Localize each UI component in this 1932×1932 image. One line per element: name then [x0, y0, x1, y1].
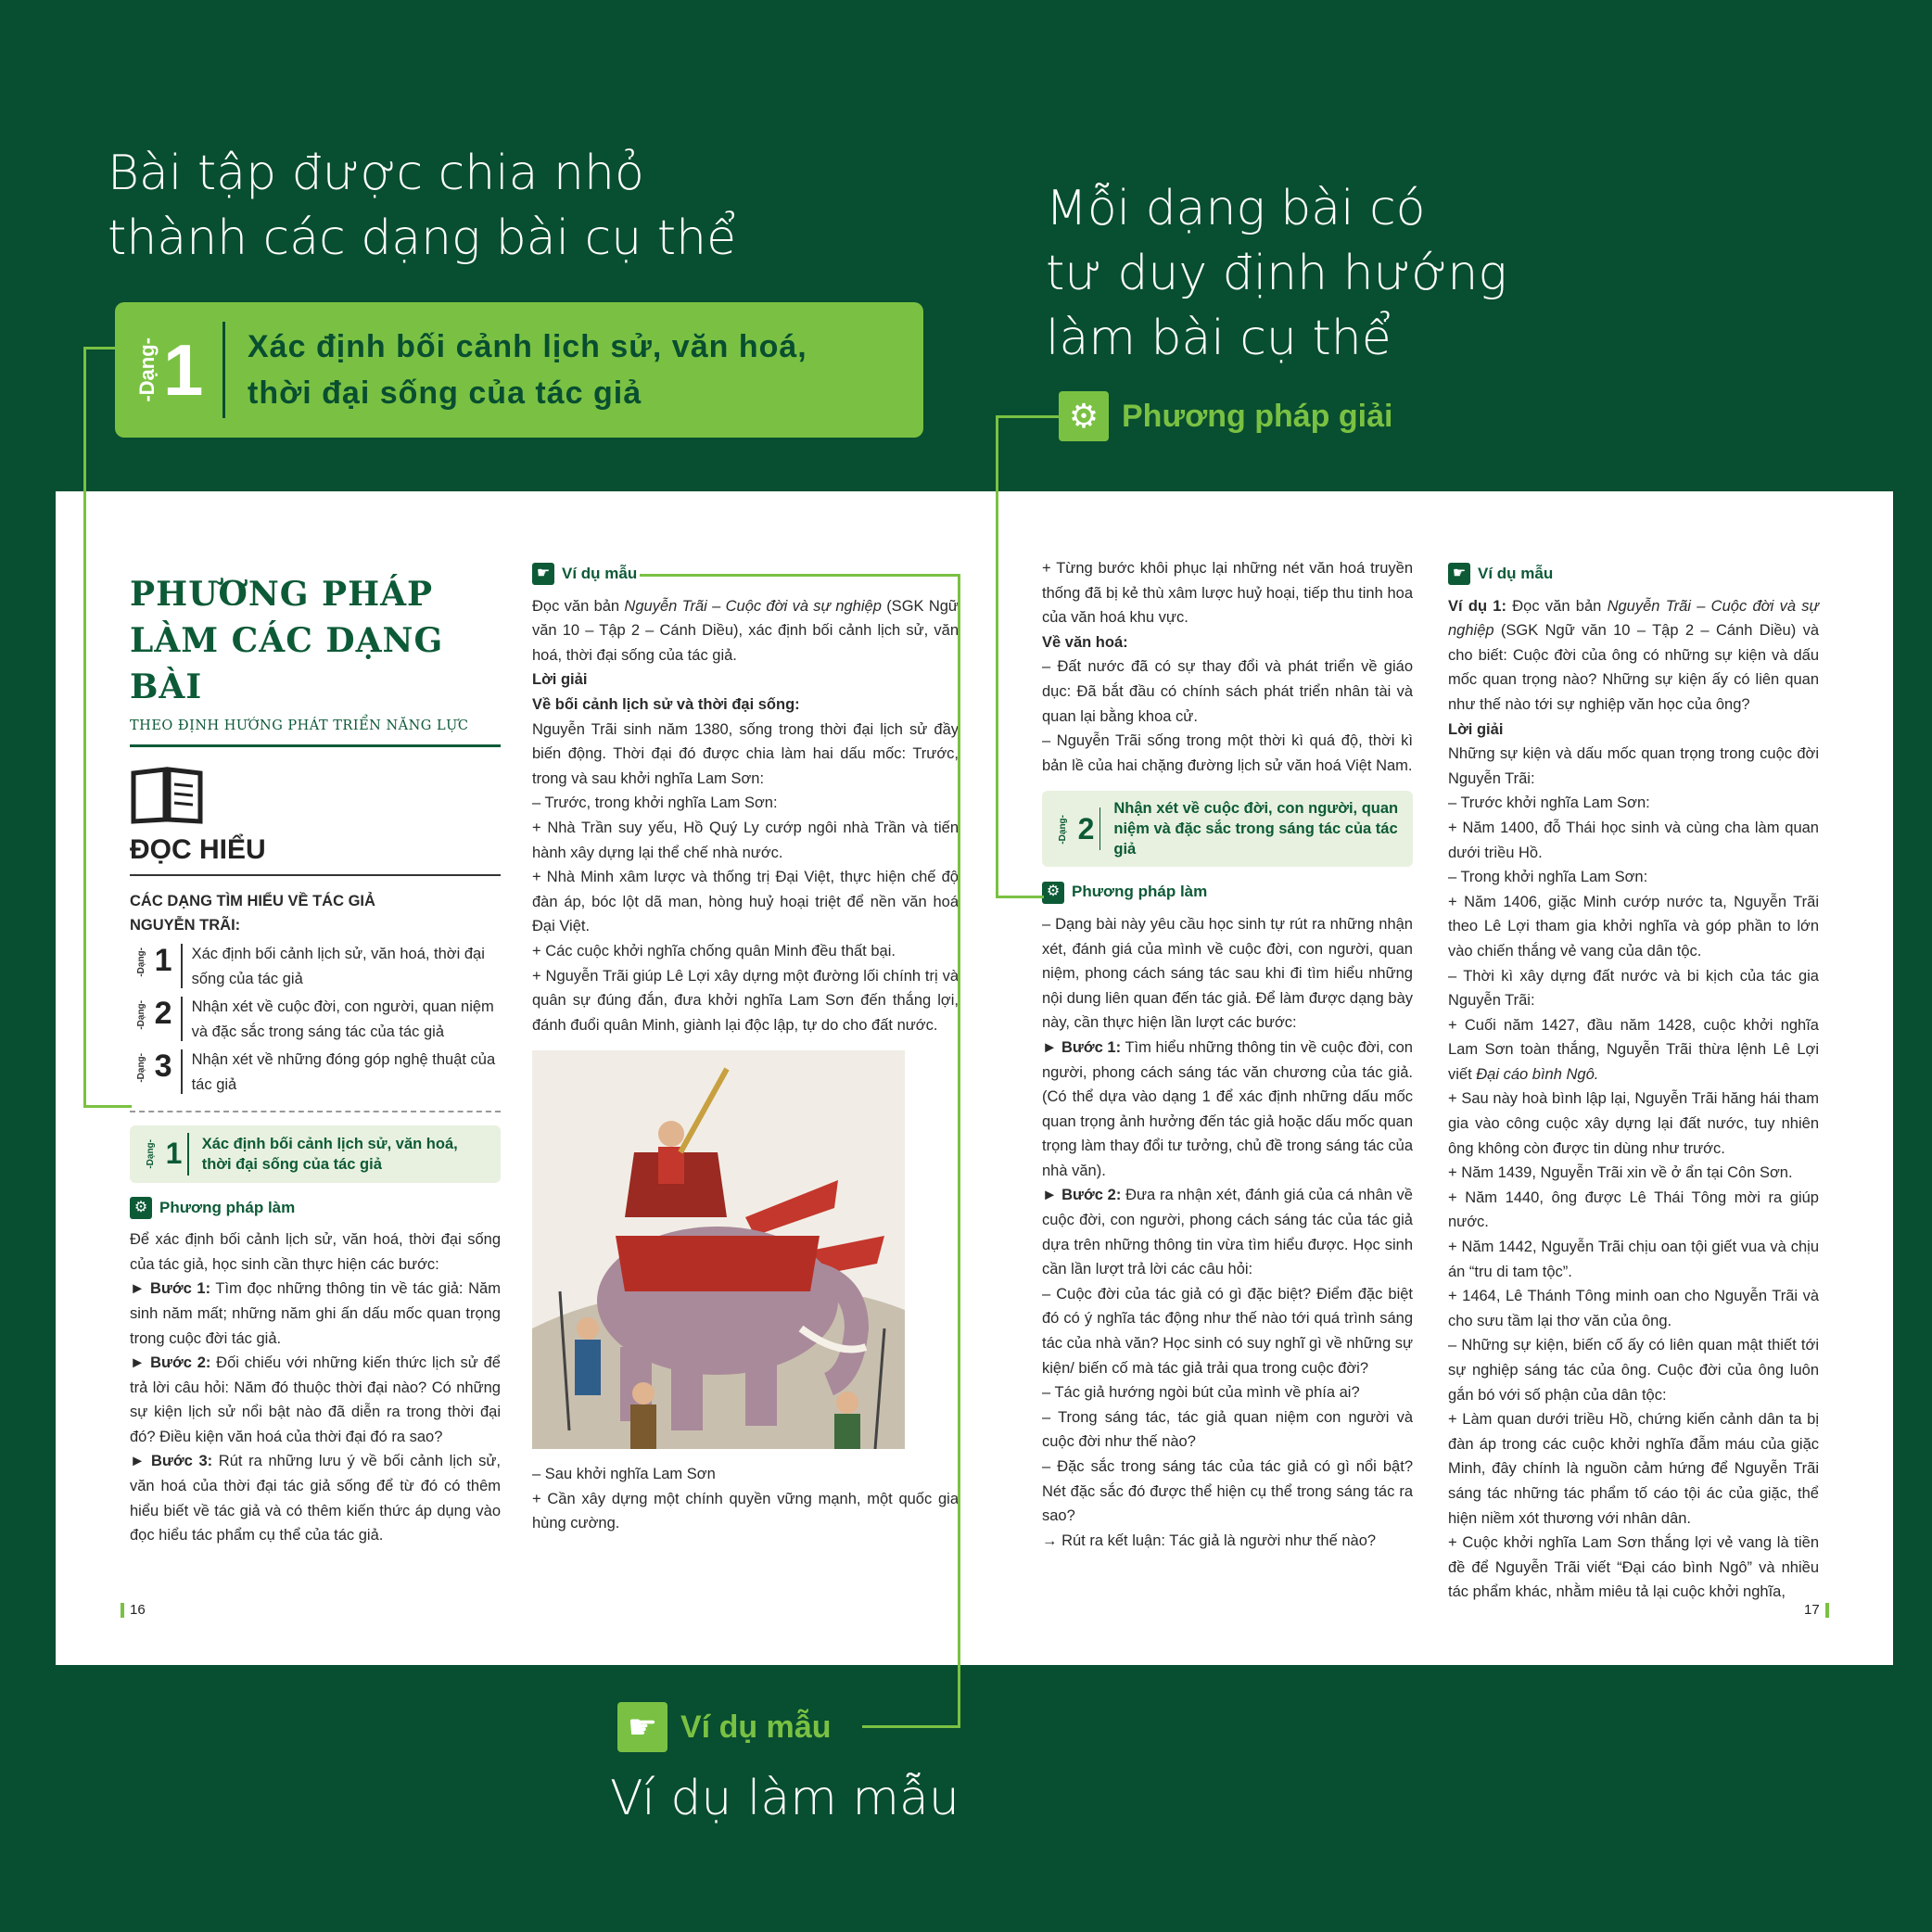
- paragraph: – Nguyễn Trãi sống trong một thời kì quá độ, thời kì bản lề của hai chặng đường lịch sử văn hoá Việt Nam.: [1042, 732, 1413, 774]
- right-page-column-3: [1042, 556, 1413, 1553]
- connector-line: [83, 347, 86, 1107]
- step-text: Tìm đọc những thông tin về tác giả: Năm sinh năm mất; những năm ghi ấn dấu mốc quan trọng trong cuộc đời tác giả.: [130, 1280, 501, 1347]
- page-number-right: [1804, 1602, 1829, 1618]
- paragraph: – Cuộc đời của tác giả có gì đặc biệt? Điểm đặc biệt đó có ý nghĩa tác động như thế nào tới quá trình sáng tác của nhà văn? Học sinh có suy nghĩ gì về những sự kiện/ biến cố mà tác giả trải qua trong cuộc đời?: [1042, 1285, 1413, 1377]
- page-number-left: [121, 1602, 146, 1618]
- divider: [187, 1133, 188, 1176]
- step-label: ► Bước 1:: [1042, 1038, 1122, 1056]
- paragraph: – Trong sáng tác, tác giả quan niệm con người và cuộc đời như thế nào?: [1042, 1408, 1413, 1451]
- connector-line: [640, 574, 960, 577]
- right-page-column-4: [1448, 562, 1819, 1605]
- paragraph: – Thời kì xây dựng đất nước và bi kịch của tác gia Nguyễn Trãi:: [1448, 967, 1819, 1010]
- dang-text: Xác định bối cảnh lịch sử, văn hoá, thời đại sống của tác giả: [201, 1135, 458, 1173]
- paragraph: – Trong khởi nghĩa Lam Sơn:: [1448, 869, 1648, 886]
- dang-number: 1: [163, 328, 204, 411]
- pointing-hand-icon: ☛: [532, 563, 554, 585]
- step-paragraph: [130, 1449, 501, 1547]
- step-paragraph: [1042, 1183, 1413, 1281]
- paragraph: + Năm 1440, ông được Lê Thái Tông mời ra giúp nước.: [1448, 1188, 1819, 1231]
- gear-icon: ⚙: [130, 1197, 152, 1219]
- book-spread: [56, 491, 1893, 1665]
- connector-line: [996, 415, 998, 897]
- text: + Cuối năm 1427, đầu năm 1428, cuộc khởi nghĩa Lam Sơn toàn thắng, Nguyễn Trãi thừa lệnh Lê Lợi viết: [1448, 1016, 1819, 1083]
- paragraph: [1448, 1013, 1819, 1087]
- gear-icon: ⚙: [1059, 391, 1109, 441]
- connector-line: [996, 415, 1059, 418]
- dang-label: -Dạng-: [136, 1053, 146, 1084]
- step-text: Đối chiếu với những kiến thức lịch sử để trả lời câu hỏi: Năm đó thuộc thời đại nào? Có những sự kiện lịch sử nổi bật nào đã diễn ra trong thời đại đó? Điều kiện văn hoá của thời đại đó ra sao?: [130, 1354, 501, 1445]
- divider: [181, 1049, 183, 1094]
- paragraph: → Rút ra kết luận: Tác giả là người như thế nào?: [1042, 1532, 1377, 1549]
- example-heading-text: Ví dụ mẫu: [562, 565, 638, 582]
- step-text: Rút ra những lưu ý về bối cảnh lịch sử, văn hoá của thời đại tác giả sống để từ đó có thêm hiểu biết về tác giả và có thêm kiến thức áp dụng vào đọc hiểu tác phẩm cụ thể của tác giả.: [130, 1453, 501, 1544]
- list-heading-line: CÁC DẠNG TÌM HIỂU VỀ TÁC GIẢ: [130, 892, 375, 909]
- connector-line: [996, 896, 1044, 898]
- callout-line: Mỗi dạng bài có: [1046, 181, 1426, 236]
- callout-line: thành các dạng bài cụ thể: [108, 210, 737, 266]
- paragraph: Những sự kiện và dấu mốc quan trọng trong cuộc đời Nguyễn Trãi:: [1448, 745, 1819, 787]
- callout-line: Ví dụ làm mẫu: [610, 1771, 960, 1826]
- paragraph: + 1464, Lê Thánh Tông minh oan cho Nguyễn Trãi và cho sưu tầm lại thơ văn của ông.: [1448, 1288, 1819, 1329]
- paragraph: + Cuộc khởi nghĩa Lam Sơn thắng lợi vẻ vang là tiền đề để Nguyễn Trãi viết “Đại cáo bình Ngô” và nhiều tác phẩm khác, nhằm miêu tả lại cuộc khởi nghĩa,: [1448, 1534, 1819, 1601]
- list-heading-line: NGUYỄN TRÃI:: [130, 917, 241, 934]
- callout-line: Bài tập được chia nhỏ: [108, 146, 644, 201]
- page-number-bar: [121, 1603, 124, 1618]
- step-label: ► Bước 2:: [130, 1354, 211, 1372]
- divider: [222, 322, 225, 418]
- dang-number: 2: [1077, 812, 1095, 846]
- pointing-hand-icon: ☛: [617, 1702, 667, 1752]
- paragraph: + Làm quan dưới triều Hồ, chứng kiến cảnh dân ta bị đàn áp trong các cuộc khởi nghĩa đẫm máu của giặc Minh, đây chính là nguồn cảm hứng để Nguyễn Trãi sáng tác những tác phẩm tố cáo tội ác của giặc, thể hiện niềm xót thương với nhân dân.: [1448, 1411, 1819, 1527]
- text: Đọc văn bản: [532, 597, 625, 615]
- divider: [1099, 807, 1100, 850]
- title-line: PHƯƠNG PHÁP: [130, 575, 434, 614]
- text: (SGK Ngữ văn 10 – Tập 2 – Cánh Diều), xác định bối cảnh lịch sử, văn hoá, thời đại sống của tác giả.: [532, 597, 959, 664]
- example-heading-text: Ví dụ mẫu: [1478, 565, 1554, 582]
- list-item: [130, 995, 501, 1044]
- step-label: ► Bước 1:: [130, 1280, 211, 1298]
- paragraph: + Cần xây dựng một chính quyền vững mạnh, một quốc gia hùng cường.: [532, 1490, 959, 1532]
- page-number-text: 16: [130, 1602, 146, 1618]
- paragraph: + Nguyễn Trãi giúp Lê Lợi xây dựng một đường lối chính trị và quân sự đúng đắn, đưa khởi nghĩa Lam Sơn đến thắng lợi, đánh đuổi quân Minh, giành lại độc lập, tự do cho đất nước.: [532, 967, 959, 1034]
- paragraph: + Sau này hoà bình lập lại, Nguyễn Trãi hăng hái tham gia vào công cuộc xây dựng lại đất nước, tuy nhiên ông không còn được tin dùng như trước.: [1448, 1090, 1819, 1157]
- dang-label: -Dạng-: [1058, 814, 1068, 845]
- dang-2-box: [1042, 791, 1413, 867]
- dang-title-line: Xác định bối cảnh lịch sử, văn hoá,: [248, 329, 807, 364]
- paragraph: + Năm 1442, Nguyễn Trãi chịu oan tội giết vua và chịu án “tru di tam tộc”.: [1448, 1239, 1819, 1280]
- dang-label: -Dạng-: [146, 1138, 156, 1169]
- list-item: [130, 1048, 501, 1097]
- text: (SGK Ngữ văn 10 – Tập 2 – Cánh Diều) và cho biết: Cuộc đời của ông có những sự kiện và dấu mốc quan trọng nào? Những sự kiện ấy có liên quan như thế nào tới sự nghiệp văn học của ông?: [1448, 622, 1819, 713]
- paragraph: Nguyễn Trãi sinh năm 1380, sống trong thời đại lịch sử đầy biến động. Thời đại đó được chia làm hai dấu mốc: Trước, trong và sau khởi nghĩa Lam Sơn:: [532, 720, 959, 787]
- paragraph: + Nhà Trần suy yếu, Hồ Quý Ly cướp ngôi nhà Trần và tiến hành xây dựng lại thể chế nhà nước.: [532, 819, 959, 861]
- dang-number: 1: [165, 1137, 183, 1171]
- method-heading: [130, 1196, 501, 1221]
- gear-icon: ⚙: [1042, 882, 1064, 904]
- dang-text: Nhận xét về những đóng góp nghệ thuật của tác giả: [191, 1051, 496, 1093]
- method-heading: [1042, 880, 1413, 905]
- book-title: Nguyễn Trãi – Cuộc đời và sự nghiệp: [624, 597, 882, 615]
- callout-line: tư duy định hướng: [1046, 246, 1507, 301]
- paragraph: + Năm 1400, đỗ Thái học sinh và cùng cha làm quan dưới triều Hồ.: [1448, 819, 1819, 861]
- page-number-bar: [1825, 1603, 1829, 1618]
- text: Đọc văn bản: [1506, 597, 1608, 615]
- paragraph: + Các cuộc khởi nghĩa chống quân Minh đều thất bại.: [532, 942, 896, 960]
- list-heading: [130, 889, 501, 938]
- example-label: Ví dụ 1:: [1448, 597, 1506, 615]
- dang-1-box: [130, 1125, 501, 1183]
- step-text: Tìm hiểu những thông tin về cuộc đời, con người, phong cách sáng tác văn chương của tác giả. (Có thể dựa vào dạng 1 để xác định những dấu mốc quan trọng ảnh hưởng đến tác giả hoặc dấu mốc quan trọng làm thay đổi tư tưởng, chủ đề trong sáng tác của nhà văn).: [1042, 1038, 1413, 1179]
- page-number-text: 17: [1804, 1602, 1820, 1618]
- method-heading-text: Phương pháp làm: [159, 1198, 296, 1216]
- dang-text: Nhận xét về cuộc đời, con người, quan niệm và đặc sắc trong sáng tác của tác giả: [1113, 800, 1399, 858]
- book-icon: [130, 764, 501, 833]
- battle-elephant-illustration: [532, 1050, 905, 1449]
- dang-title-line: thời đại sống của tác giả: [248, 375, 642, 411]
- connector-line: [862, 1725, 960, 1728]
- callout-line: làm bài cụ thể: [1046, 311, 1392, 366]
- paragraph: – Đặc sắc trong sáng tác của tác giả có gì nổi bật? Nét đặc sắc đó được thể hiện cụ thể trong sáng tác ra sao?: [1042, 1458, 1413, 1525]
- dang-number: 2: [154, 996, 172, 1032]
- section-title: ĐỌC HIỂU: [130, 834, 266, 866]
- answer-heading: Lời giải: [1448, 720, 1504, 738]
- dang-1-banner: [115, 302, 923, 438]
- dang-text: Xác định bối cảnh lịch sử, văn hoá, thời đại sống của tác giả: [191, 945, 485, 987]
- left-page-column-1: [130, 571, 501, 1548]
- step-paragraph: [130, 1351, 501, 1449]
- paragraph: [1448, 594, 1819, 718]
- title-line: LÀM CÁC DẠNG BÀI: [130, 621, 444, 706]
- dang-label: -Dạng-: [135, 337, 159, 402]
- paragraph: + Năm 1406, giặc Minh cướp nước ta, Nguyễn Trãi theo Lê Lợi tham gia khởi nghĩa và góp phần to lớn vào chiến thắng vẻ vang của dân tộc.: [1448, 893, 1819, 960]
- book-title: Nguyễn Trãi – Cuộc đời và sự nghiệp: [1448, 597, 1819, 640]
- divider: [181, 944, 183, 988]
- divider: [130, 1111, 501, 1112]
- paragraph: + Nhà Minh xâm lược và thống trị Đại Việt, thực hiện chế độ đàn áp, bóc lột dã man, hòng huỷ hoại triệt để nền văn hoá Đại Việt.: [532, 869, 959, 935]
- example-heading: [1448, 562, 1819, 587]
- method-heading-text: Phương pháp làm: [1072, 883, 1208, 901]
- connector-line: [958, 574, 960, 1727]
- dang-text: Nhận xét về cuộc đời, con người, quan niệm và đặc sắc trong sáng tác của tác giả: [191, 998, 494, 1040]
- page-title: [130, 571, 501, 710]
- dang-label: -Dạng-: [136, 1000, 146, 1030]
- subheading: Về bối cảnh lịch sử và thời đại sống:: [532, 695, 800, 713]
- page-subtitle: THEO ĐỊNH HƯỚNG PHÁT TRIỂN NĂNG LỰC: [130, 714, 501, 747]
- paragraph: – Dạng bài này yêu cầu học sinh tự rút ra những nhận xét, đánh giá của mình về cuộc đời, con người, quan niệm, phong cách sáng tác sau khi đi tìm hiểu những nội dung liên quan đến tác giả. Để làm được dạng bày này, cần thực hiện lần lượt các bước:: [1042, 915, 1413, 1032]
- dang-label: -Dạng-: [136, 947, 146, 977]
- step-text: Đưa ra nhận xét, đánh giá của cá nhân về cuộc đời, con người, phong cách sáng tác của tác giả dựa trên những thông tin vừa tìm hiểu được. Học sinh cần lần lượt trả lời các câu hỏi:: [1042, 1187, 1413, 1278]
- paragraph: – Trước khởi nghĩa Lam Sơn:: [1448, 794, 1650, 812]
- label-text: Ví dụ mẫu: [680, 1709, 832, 1745]
- dang-number: 3: [154, 1049, 172, 1085]
- step-label: ► Bước 2:: [1042, 1187, 1122, 1204]
- paragraph: Để xác định bối cảnh lịch sử, văn hoá, thời đại sống của tác giả, học sinh cần thực hiện các bước:: [130, 1231, 501, 1273]
- dang-title: [248, 324, 807, 416]
- paragraph: – Tác giả hướng ngòi bút của mình về phía ai?: [1042, 1384, 1360, 1402]
- callout-method-thinking: [1046, 176, 1507, 371]
- paragraph: [532, 594, 959, 668]
- pointing-hand-icon: ☛: [1448, 563, 1470, 585]
- left-page-column-2: [532, 562, 959, 1536]
- paragraph: + Từng bước khôi phục lại những nét văn hoá truyền thống đã bị kẻ thù xâm lược huỷ hoại, tiếp thu tinh hoa của văn hoá khu vực.: [1042, 560, 1413, 627]
- answer-heading: Lời giải: [532, 671, 588, 689]
- paragraph: – Đất nước đã có sự thay đổi và phát triển về giáo dục: Đã bắt đầu có chính sách phát triển nhân tài và quan lại bằng khoa cử.: [1042, 658, 1413, 725]
- subheading: Về văn hoá:: [1042, 633, 1128, 651]
- step-paragraph: [1042, 1036, 1413, 1184]
- paragraph: – Những sự kiện, biến cố ấy có liên quan mật thiết tới sự nghiệp sáng tác của ông. Cuộc đời của ông luôn gắn bó với số phận của dân tộc:: [1448, 1337, 1819, 1404]
- vi-du-mau-label: [617, 1702, 831, 1752]
- connector-line: [83, 1105, 132, 1108]
- divider: [130, 874, 501, 876]
- step-paragraph: [130, 1277, 501, 1351]
- label-text: Phương pháp giải: [1122, 398, 1393, 434]
- dang-number: 1: [154, 942, 172, 978]
- callout-divided-exercises: [108, 141, 736, 271]
- phuong-phap-giai-label: [1059, 391, 1392, 441]
- list-item: [130, 942, 501, 991]
- paragraph: – Trước, trong khởi nghĩa Lam Sơn:: [532, 794, 778, 812]
- paragraph: + Năm 1439, Nguyễn Trãi xin về ở ẩn tại Côn Sơn.: [1448, 1164, 1793, 1182]
- book-title: Đại cáo bình Ngô.: [1476, 1065, 1599, 1083]
- dang-list: [130, 942, 501, 1098]
- step-label: ► Bước 3:: [130, 1453, 213, 1470]
- callout-sample-example: [610, 1771, 960, 1826]
- divider: [181, 997, 183, 1041]
- connector-line: [83, 347, 117, 350]
- paragraph: – Sau khởi nghĩa Lam Sơn: [532, 1466, 716, 1483]
